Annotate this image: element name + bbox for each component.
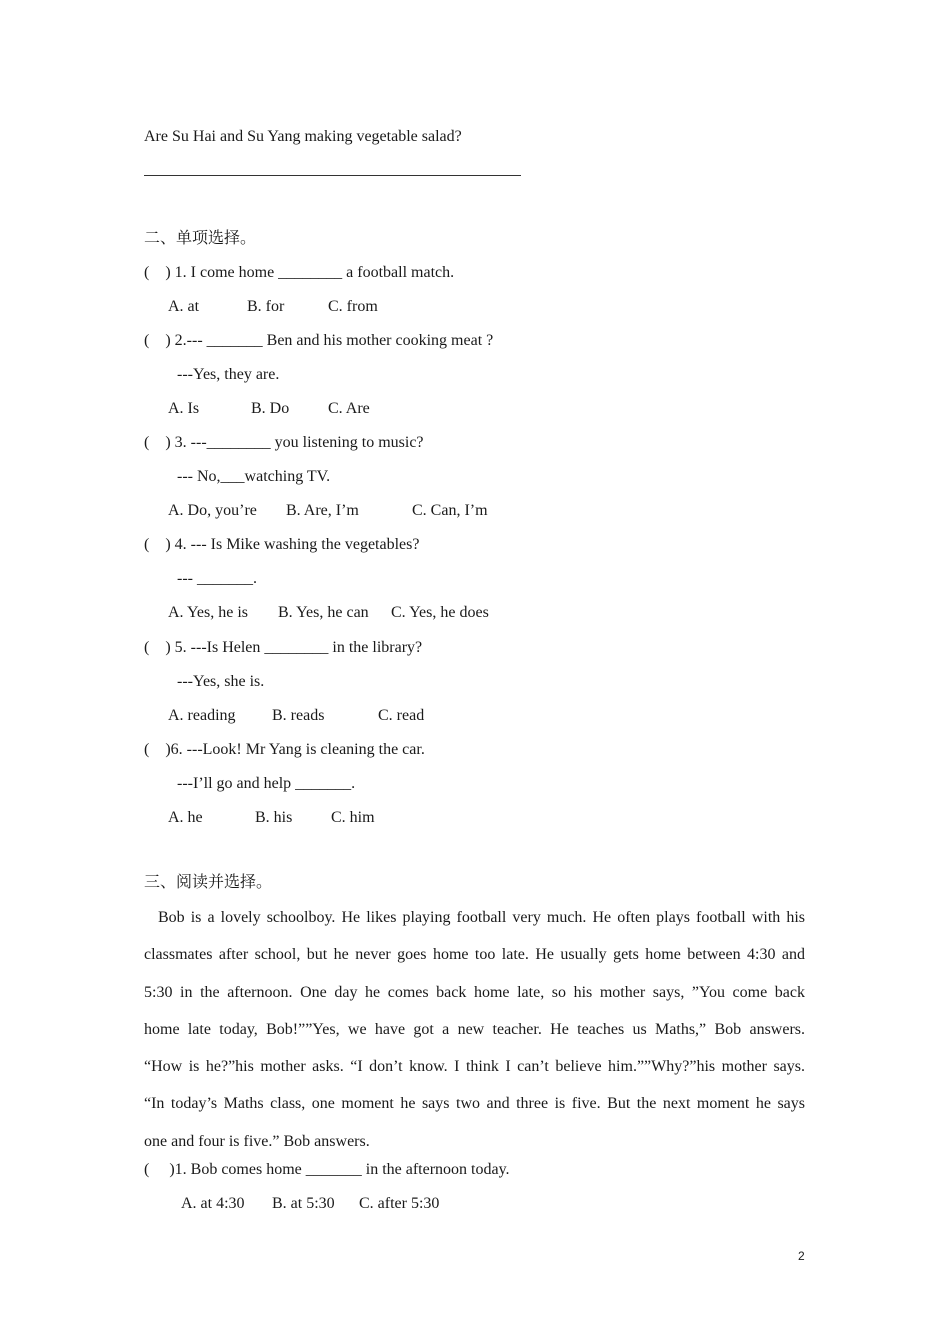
q5-stem: ( ) 5. ---Is Helen ________ in the library? [144, 639, 423, 656]
q5-option-a: A. reading [168, 707, 236, 724]
section-heading-3: 三、阅读并选择。 [144, 874, 273, 891]
q3-stem: ( ) 3. ---________ you listening to music? [144, 434, 424, 451]
reading-q1-option-a: A. at 4:30 [181, 1195, 245, 1212]
answer-line [144, 175, 521, 176]
q3-option-b: B. Are, I’m [286, 502, 359, 519]
reading-passage [144, 899, 805, 1160]
q2-answer: ---Yes, they are. [177, 366, 280, 383]
q6-answer: ---I’ll go and help _______. [177, 775, 356, 792]
passage-line: 5:30 in the afternoon. One day he comes back home late, so his mother says, ”You come back [144, 983, 805, 1001]
question-text: Are Su Hai and Su Yang making vegetable salad? [144, 128, 462, 145]
passage-line: “How is he?”his mother asks. “I don’t know. I think I can’t believe him.””Why?”his mother says. [144, 1058, 805, 1076]
passage-line: classmates after school, but he never goes home too late. He usually gets home between 4:30 and [144, 946, 805, 964]
passage-line: one and four is five.” Bob answers. [144, 1132, 370, 1150]
q2-option-a: A. Is [168, 400, 200, 417]
reading-q1-option-c: C. after 5:30 [359, 1195, 440, 1212]
q4-option-b: B. Yes, he can [278, 604, 369, 621]
q4-option-a: A. Yes, he is [168, 604, 249, 621]
q3-option-a: A. Do, you’re [168, 502, 257, 519]
passage-line: Bob is a lovely schoolboy. He likes playing football very much. He often plays football with his [158, 909, 805, 926]
passage-line: home late today, Bob!””Yes, we have got a new teacher. He teaches us Maths,” Bob answers. [144, 1020, 805, 1038]
q1-option-a: A. at [168, 298, 200, 315]
q1-stem: ( ) 1. I come home ________ a football match. [144, 264, 455, 281]
q6-option-b: B. his [255, 809, 293, 826]
passage-line: “In today’s Maths class, one moment he says two and three is five. But the next moment he says [144, 1095, 805, 1113]
q2-stem: ( ) 2.--- _______ Ben and his mother cooking meat ? [144, 332, 494, 349]
page-number: 2 [798, 1249, 805, 1263]
q3-option-c: C. Can, I’m [412, 502, 488, 519]
q2-option-c: C. Are [328, 400, 370, 417]
q1-option-c: C. from [328, 298, 378, 315]
q5-answer: ---Yes, she is. [177, 673, 265, 690]
q2-option-b: B. Do [251, 400, 290, 417]
q6-option-c: C. him [331, 809, 375, 826]
reading-q1-option-b: B. at 5:30 [272, 1195, 335, 1212]
q5-option-b: B. reads [272, 707, 325, 724]
section-heading-2: 二、单项选择。 [144, 230, 257, 247]
q3-answer: --- No,___watching TV. [177, 468, 331, 485]
q1-option-b: B. for [247, 298, 285, 315]
reading-q1-stem: ( )1. Bob comes home _______ in the afternoon today. [144, 1161, 510, 1178]
q6-option-a: A. he [168, 809, 203, 826]
q5-option-c: C. read [378, 707, 425, 724]
q4-stem: ( ) 4. --- Is Mike washing the vegetables? [144, 536, 420, 553]
q4-option-c: C. Yes, he does [391, 604, 489, 621]
q6-stem: ( )6. ---Look! Mr Yang is cleaning the car. [144, 741, 425, 758]
q4-answer: --- _______. [177, 570, 257, 587]
